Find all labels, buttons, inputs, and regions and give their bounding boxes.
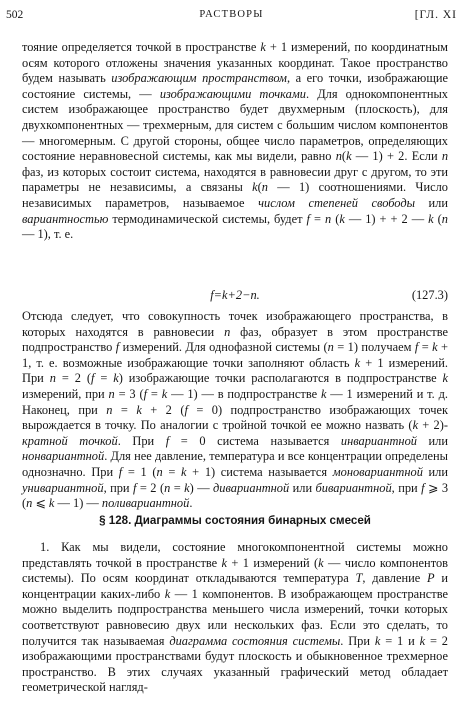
text-run: фаз, из которых состоит система, находятся в равновесии друг с другом, то эти параметры не независимы, а связаны (22, 164, 448, 195)
italic-term: n (261, 180, 268, 195)
italic-term: n (108, 386, 115, 401)
italic-term: k (221, 555, 228, 570)
text-run: = 0) подпространство изображающих точек вырождается в точку. По аналогии с тройной точкой ее можно назвать ( (22, 402, 448, 433)
italic-term: n (49, 371, 56, 386)
text-run: + 1 измерений, по координатным осям которого отложены значения указанных координат. Такое пространство будем называть (22, 40, 448, 86)
text-run: измерений. Для однофазной системы ( (119, 340, 328, 355)
italic-term: k (374, 633, 381, 648)
text-run: или (422, 464, 448, 479)
italic-term: изображающими точками (159, 86, 306, 101)
italic-term: k (419, 633, 426, 648)
italic-term: k (260, 40, 266, 54)
text-run: = (162, 464, 182, 479)
text-run: . При (117, 433, 166, 448)
italic-term: n (156, 464, 163, 479)
equation-number: (127.3) (411, 288, 448, 302)
text-run: . Для нее давление, температура и все концентрации определены однозначно. При (22, 449, 448, 479)
text-run: термодинамической системы, будет (108, 211, 307, 226)
text-run: ( (341, 149, 347, 164)
text-run: , при (103, 480, 133, 495)
text-run: Отсюда следует, что совокупность точек изображающего пространства, в которых находятся в равновесии (22, 309, 448, 339)
paragraph-text (22, 309, 448, 512)
italic-term: k (320, 386, 327, 401)
italic-term: k (442, 371, 449, 386)
italic-term: f (133, 480, 137, 495)
italic-term: n (224, 324, 231, 339)
text-run: = 2 ( (55, 371, 91, 386)
paragraph-text (22, 540, 448, 696)
italic-term: T (355, 571, 363, 586)
italic-term: k (412, 418, 419, 433)
paragraph-text (22, 40, 448, 243)
text-run: тояние определяется точкой в пространстве (22, 40, 261, 54)
text-run: ⩽ (32, 496, 49, 511)
text-run: или (415, 195, 448, 210)
italic-term: n (164, 480, 171, 495)
text-run: — 1) — (54, 496, 102, 511)
text-run: = 1 и (380, 633, 420, 648)
italic-term: f (90, 371, 95, 386)
italic-term: f (306, 211, 310, 226)
italic-term: n (335, 149, 342, 164)
text-run: ) изображающие точки располагаются в подпространстве (118, 371, 443, 386)
text-run: , при (391, 480, 422, 495)
text-run: ( (433, 211, 442, 226)
text-run: или (289, 480, 316, 495)
italic-term: f (143, 386, 148, 401)
italic-term: n (324, 211, 332, 226)
italic-term: бивариантной (315, 480, 392, 495)
text-run: = 1) получаем (333, 340, 415, 355)
italic-term: f (118, 464, 123, 479)
text-run: . При (340, 633, 375, 648)
italic-term: k (48, 496, 55, 511)
italic-term: унивариантной (22, 480, 104, 495)
italic-term: дивариантной (213, 480, 290, 495)
text-run: и концентрации каких-либо (22, 571, 448, 601)
italic-term: k (252, 180, 258, 195)
text-run: = (147, 386, 162, 401)
italic-term: n (441, 149, 449, 164)
italic-term: n (106, 402, 113, 417)
italic-term: f (421, 480, 425, 495)
paragraph-binary-diagrams (22, 540, 448, 696)
text-run: = 1 ( (122, 464, 157, 479)
text-run: = (94, 371, 114, 386)
italic-term: n (327, 340, 334, 355)
italic-term: -кратной точкой (22, 418, 448, 448)
italic-term: k (184, 480, 190, 495)
italic-term: P (427, 571, 435, 586)
text-run: ( (331, 211, 340, 226)
italic-term: k (339, 211, 345, 226)
text-run: = (170, 480, 185, 495)
text-run: = (309, 211, 325, 226)
text-run: + 1 измерений. При (22, 355, 448, 386)
text-run: + 2) (418, 418, 444, 433)
italic-term: k (164, 586, 171, 601)
italic-term: инвариантной (340, 433, 417, 448)
equation-formula: f=k+2−n. (210, 288, 260, 302)
paragraph-degrees-of-freedom (22, 309, 448, 512)
text-run: — 1), т. е. (22, 227, 74, 242)
text-run: , а его точки, изображающие состояние системы, — (22, 71, 448, 101)
italic-term: k (346, 149, 352, 164)
italic-term: f (165, 433, 170, 448)
text-run: . (189, 496, 193, 511)
text-run: — 1) — в подпространстве (167, 386, 321, 401)
text-run: = (418, 340, 433, 355)
italic-term: n (441, 211, 448, 226)
text-run: измерений, при (22, 386, 109, 401)
paragraph-phase-space (22, 40, 448, 243)
italic-term: k (354, 355, 361, 370)
italic-term: числом степеней свободы (258, 195, 415, 210)
running-title: РАСТВОРЫ (199, 9, 264, 20)
text-run: = 2 ( (136, 480, 165, 495)
text-run: = 2 изображающими пространствами будут плоскость и обыкновенное трехмерное пространство. В этих случаях указанный графический метод обладает геометрической нагляд- (22, 633, 448, 695)
text-run: 1. Как мы видели, состояние многокомпонентной системы можно представлять точкой в пространстве (22, 540, 448, 570)
italic-term: изображающим пространством (111, 71, 287, 86)
text-run: — 1 измерений и т. д. Наконец, при (22, 386, 449, 417)
text-run: , давление (362, 571, 427, 586)
text-run: фаз, образует в этом пространстве подпространство (22, 324, 448, 355)
text-run: — 1) соотношениями. Число независимых параметров, называемое (22, 180, 448, 210)
italic-term: k (432, 340, 438, 355)
section-heading: § 128. Диаграммы состояния бинарных смесей (99, 514, 371, 527)
text-run: — 1 компонентов. В изображающем пространстве можно выделить подпространства меньшего числа измерений, точки которых соответствуют равновесию двух или нескольких фаз. Если это сделать, то получится так называемая (22, 586, 448, 648)
text-run: или (416, 433, 448, 448)
italic-term: диаграмма состояния системы (169, 633, 341, 648)
italic-term: k (161, 386, 168, 401)
italic-term: n (26, 496, 33, 511)
text-run: + 1 измерений ( (227, 555, 319, 570)
text-run: = 3 ( (114, 386, 144, 401)
page-number: 502 (6, 9, 24, 21)
running-head (6, 7, 457, 23)
italic-term: нонвариантной (22, 449, 105, 464)
italic-term: f (414, 340, 419, 355)
italic-term: k (136, 402, 142, 417)
italic-term: вариантностью (22, 211, 109, 226)
text-run: = 0 система называется (169, 433, 341, 448)
text-run: = (112, 402, 137, 417)
italic-term: поливариантной (101, 496, 190, 511)
italic-term: моновариантной (332, 464, 423, 479)
text-run: — 1) + 2. Если (351, 149, 442, 164)
italic-term: k (428, 211, 434, 226)
italic-term: k (113, 371, 119, 386)
italic-term: k (181, 464, 187, 479)
text-run: + 2 ( (141, 402, 185, 417)
text-run: ( (257, 180, 262, 195)
italic-term: f (115, 340, 120, 355)
text-run: + 1, т. е. возможные изображающие точки заполняют область (22, 340, 449, 370)
italic-term: k (318, 555, 324, 570)
text-run: ⩾ 3 ( (22, 480, 449, 511)
equation-127-3 (22, 287, 448, 303)
italic-term: f (184, 402, 188, 417)
text-run: . Для однокомпонентных систем изображающее пространство будет двухмерным (плоскость), для двухкомпонентных — трехмерным, для систем с большим числом компонентов — многомерным. С другой стороны, общее число параметров, определяющих состояние неравновесной системы, как мы видели, равно (22, 86, 448, 164)
text-run: + 1) система называется (186, 464, 333, 479)
text-run: — число компонентов системы). По осям координат откладываются температура (22, 555, 448, 586)
text-run: ) — (189, 480, 214, 495)
text-run: — 1) + + 2 — (344, 211, 429, 226)
chapter-label: [ГЛ. XI (414, 9, 457, 21)
